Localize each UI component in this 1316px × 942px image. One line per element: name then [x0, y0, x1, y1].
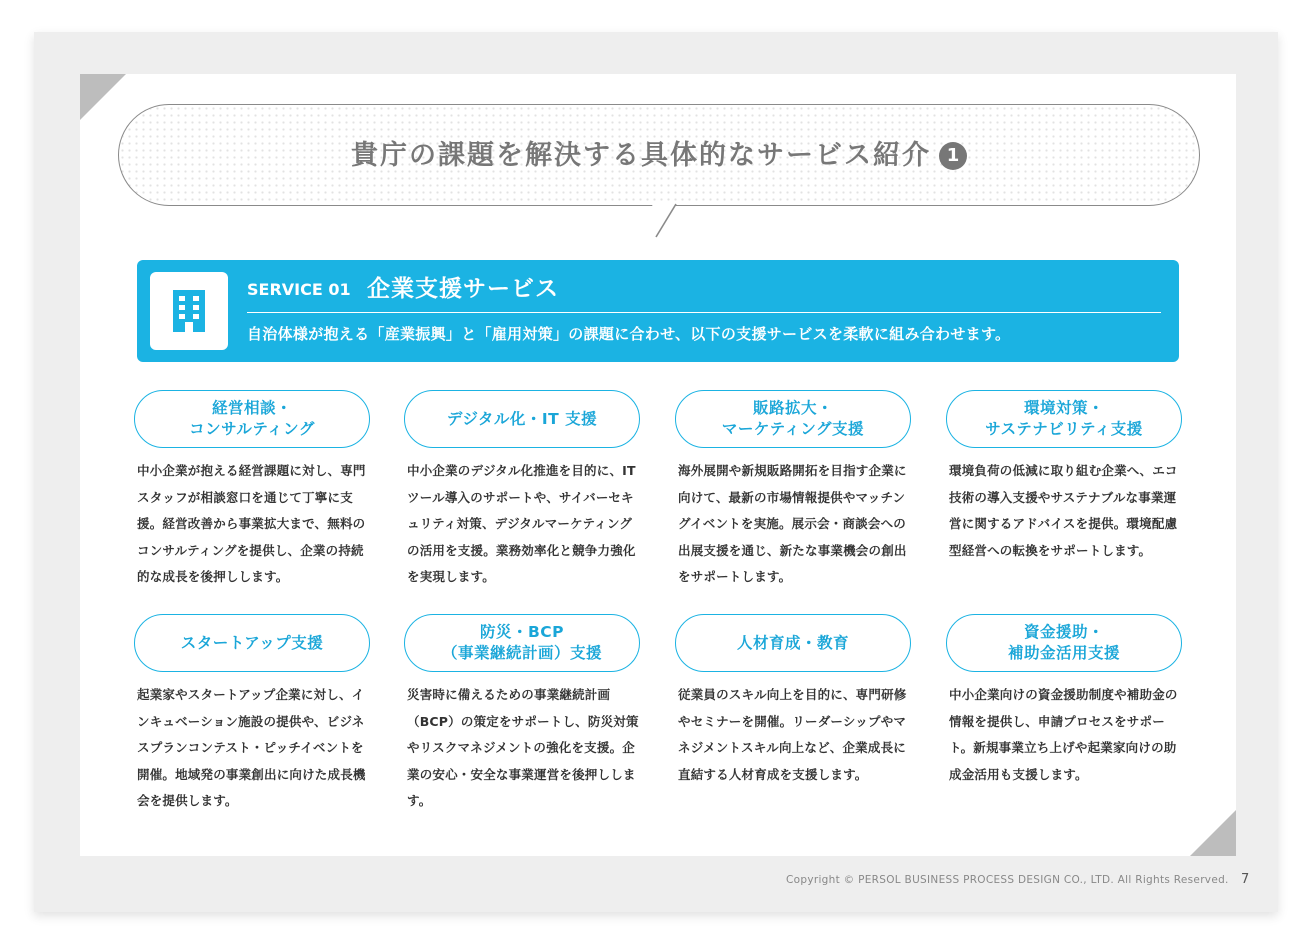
- card-title: 防災・BCP （事業継続計画）支援: [441, 623, 602, 662]
- copyright-text: Copyright © PERSOL BUSINESS PROCESS DESIGN CO., LTD. All Rights Reserved.: [786, 874, 1229, 886]
- card-title-pill: [675, 614, 911, 672]
- service-description: 自治体様が抱える「産業振興」と「雇用対策」の課題に合わせ、以下の支援サービスを柔軟に組み合わせます。: [247, 325, 1011, 343]
- card-title-pill: [675, 390, 911, 448]
- card-title-pill: [404, 614, 640, 672]
- banner-divider: [247, 312, 1161, 313]
- corner-decoration-top-left: [80, 74, 126, 120]
- card-title: 資金援助・ 補助金活用支援: [1007, 623, 1120, 662]
- card-title: スタートアップ支援: [180, 633, 324, 652]
- corner-decoration-bottom-right: [1190, 810, 1236, 856]
- card-title: 環境対策・ サステナビリティ支援: [985, 399, 1143, 438]
- card-title-pill: [134, 390, 370, 448]
- page-number: 7: [1241, 872, 1250, 887]
- page-title-text: 貴庁の課題を解決する具体的なサービス紹介: [351, 140, 931, 171]
- card-body: 中小企業が抱える経営課題に対し、専門スタッフが相談窓口を通じて丁寧に支援。経営改善から事業拡大まで、無料のコンサルティングを提供し、企業の持続的な成長を後押しします。: [137, 463, 366, 584]
- service-name: 企業支援サービス: [367, 276, 559, 302]
- card-body: 中小企業向けの資金援助制度や補助金の情報を提供し、申請プロセスをサポート。新規事業立ち上げや起業家向けの助成金活用も支援します。: [949, 687, 1178, 782]
- building-icon-box: [150, 272, 228, 350]
- card-title-pill: [134, 614, 370, 672]
- card-title-pill: [404, 390, 640, 448]
- page-title: [118, 136, 1200, 176]
- card-body: 従業員のスキル向上を目的に、専門研修やセミナーを開催。リーダーシップやマネジメントスキル向上など、企業成長に直結する人材育成を支援します。: [678, 687, 907, 782]
- speech-bubble-tail: [650, 203, 690, 239]
- card-body: 海外展開や新規販路開拓を目指す企業に向けて、最新の市場情報提供やマッチングイベントを実施。展示会・商談会への出展支援を通じ、新たな事業機会の創出をサポートします。: [678, 463, 907, 584]
- service-banner: [137, 260, 1179, 362]
- card-title: 経営相談・ コンサルティング: [189, 399, 315, 438]
- card-body: 中小企業のデジタル化推進を目的に、IT ツール導入のサポートや、サイバーセキュリティ対策、デジタルマーケティングの活用を支援。業務効率化と競争力強化を実現します。: [407, 463, 636, 584]
- service-number: SERVICE 01: [247, 280, 351, 299]
- card-body: 災害時に備えるための事業継続計画（BCP）の策定をサポートし、防災対策やリスクマネジメントの強化を支援。企業の安心・安全な事業運営を後押しします。: [407, 687, 639, 808]
- card-title: デジタル化・IT 支援: [446, 409, 598, 428]
- card-title-pill: [946, 390, 1182, 448]
- card-title: 人材育成・教育: [736, 633, 849, 652]
- card-body: 起業家やスタートアップ企業に対し、インキュベーション施設の提供や、ビジネスプランコンテスト・ピッチイベントを開催。地域発の事業創出に向けた成長機会を提供します。: [137, 687, 366, 808]
- card-title-pill: [946, 614, 1182, 672]
- card-body: 環境負荷の低減に取り組む企業へ、エコ技術の導入支援やサステナブルな事業運営に関するアドバイスを提供。環境配慮型経営への転換をサポートします。: [949, 463, 1178, 558]
- title-number-badge: 1: [939, 142, 967, 170]
- building-icon: [171, 288, 207, 334]
- card-title: 販路拡大・ マーケティング支援: [721, 399, 865, 438]
